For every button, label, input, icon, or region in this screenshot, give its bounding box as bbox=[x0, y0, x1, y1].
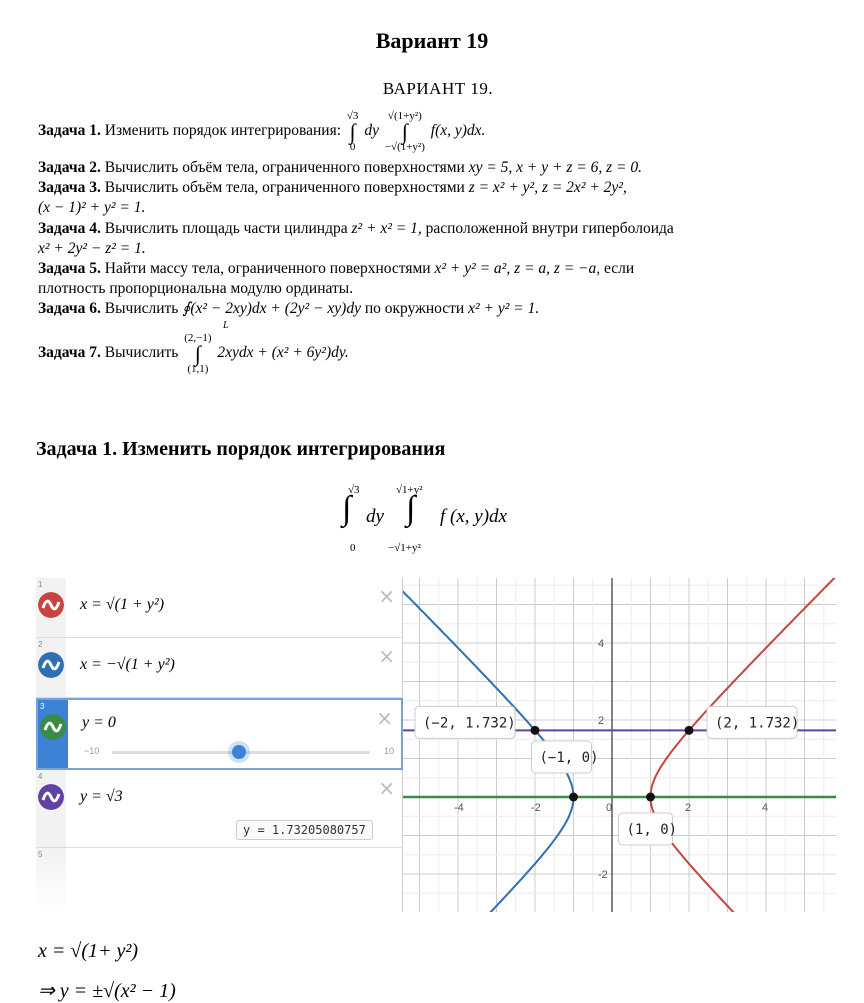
task-4-cont: x² + 2y² − z² = 1. bbox=[38, 239, 146, 257]
task-2: Задача 2. Вычислить объём тела, ограниченного поверхностями xy = 5, x + y + z = 6, z = 0. bbox=[38, 159, 642, 177]
expression-math[interactable]: y = 0 bbox=[82, 714, 116, 731]
variant-heading: ВАРИАНТ 19. bbox=[382, 79, 494, 98]
task-3-cont: (x − 1)² + y² = 1. bbox=[38, 199, 146, 217]
graphing-calculator bbox=[36, 578, 836, 912]
expression-row-4[interactable]: 4 y = √3 × bbox=[36, 770, 403, 848]
task-sheet bbox=[38, 78, 838, 375]
expression-row-2[interactable]: 2 x = −√(1 + y²) × bbox=[36, 638, 403, 698]
slider-knob[interactable] bbox=[232, 745, 246, 759]
x-tick-label: -4 bbox=[454, 802, 464, 814]
point-label: (−1, 0) bbox=[539, 750, 599, 766]
section-heading: Задача 1. Изменить порядок интегрирования bbox=[36, 438, 446, 460]
integral-sign-inner: ∫ bbox=[406, 490, 416, 527]
task-5-cont: плотность пропорциональна модулю ординаты. bbox=[38, 279, 354, 297]
evaluation-box: y = 1.73205080757 bbox=[236, 820, 373, 840]
task-7: Задача 7. Вычислить (2,−1) ∫ (1,1) 2xydx + (x² + 6y²)dy. bbox=[38, 331, 349, 375]
equation-line-1: x = √(1+ y²) bbox=[38, 940, 139, 962]
intersection-point[interactable] bbox=[646, 793, 655, 802]
grid bbox=[403, 578, 836, 912]
inner-integral: √(1+y²) ∫ −√(1+y²) bbox=[384, 109, 425, 153]
point-label: (1, 0) bbox=[626, 822, 678, 838]
point-label: (−2, 1.732) bbox=[423, 715, 516, 732]
integral-sign-outer: ∫ bbox=[342, 490, 352, 527]
task-6-sub: L bbox=[223, 320, 229, 332]
close-icon[interactable]: × bbox=[378, 584, 395, 608]
wave-icon[interactable] bbox=[38, 652, 64, 678]
expression-math[interactable]: y = √3 bbox=[80, 788, 123, 805]
expression-math[interactable]: x = −√(1 + y²) bbox=[80, 656, 175, 673]
wave-icon[interactable] bbox=[38, 592, 64, 618]
intersection-point[interactable] bbox=[685, 726, 694, 735]
x-tick-label: 2 bbox=[685, 802, 692, 814]
task-6: Задача 6. Вычислить ∮(x² − 2xy)dx + (2y² − xy)dy по окружности x² + y² = 1. bbox=[38, 300, 540, 318]
y-tick-label: 4 bbox=[598, 638, 605, 650]
x-tick-label: 4 bbox=[762, 802, 769, 814]
close-icon[interactable]: × bbox=[378, 776, 395, 800]
x-tick-label: -2 bbox=[531, 802, 541, 814]
task-3: Задача 3. Вычислить объём тела, ограниченного поверхностями z = x² + y², z = 2x² + 2y², bbox=[38, 179, 627, 197]
graph-canvas[interactable] bbox=[403, 578, 836, 912]
intersection-point[interactable] bbox=[531, 726, 540, 735]
slider[interactable]: −10 10 bbox=[84, 746, 394, 758]
outer-integral: √3 ∫ 0 bbox=[346, 109, 359, 153]
x-tick-label: 0 bbox=[606, 802, 613, 814]
expression-row-1[interactable]: 1 x = √(1 + y²) × bbox=[36, 578, 403, 638]
expression-math[interactable]: x = √(1 + y²) bbox=[80, 596, 165, 613]
close-icon[interactable]: × bbox=[376, 706, 393, 730]
expression-row-5[interactable]: 5 bbox=[36, 848, 403, 912]
task-5: Задача 5. Найти массу тела, ограниченного поверхностями x² + y² = a², z = a, z = −a, если bbox=[38, 259, 635, 277]
expression-list bbox=[36, 578, 403, 912]
y-tick-label: -2 bbox=[598, 869, 608, 881]
intersection-point[interactable] bbox=[569, 793, 578, 802]
task-1: Задача 1. Изменить порядок интегрирования: √3 ∫ 0 dy √(1+y²) ∫ −√(1+y²) f(x, y)dx. bbox=[38, 109, 486, 153]
page-title: Вариант 19 bbox=[375, 28, 489, 53]
integral-formula: √3 ∫ 0 dy √1+y² ∫ −√1+y² f (x, y)dx bbox=[342, 484, 507, 554]
close-icon[interactable]: × bbox=[378, 644, 395, 668]
wave-icon[interactable] bbox=[38, 784, 64, 810]
expression-row-3[interactable]: 3 y = 0 × −10 10 bbox=[36, 698, 403, 770]
y-tick-label: 2 bbox=[598, 715, 605, 727]
equation-line-2: ⇒ y = ±√(x² − 1) bbox=[38, 980, 176, 1002]
point-label: (2, 1.732) bbox=[715, 715, 800, 732]
task-4: Задача 4. Вычислить площадь части цилиндра z² + x² = 1, расположенной внутри гиперболоида bbox=[38, 219, 674, 237]
wave-icon[interactable] bbox=[40, 714, 66, 740]
